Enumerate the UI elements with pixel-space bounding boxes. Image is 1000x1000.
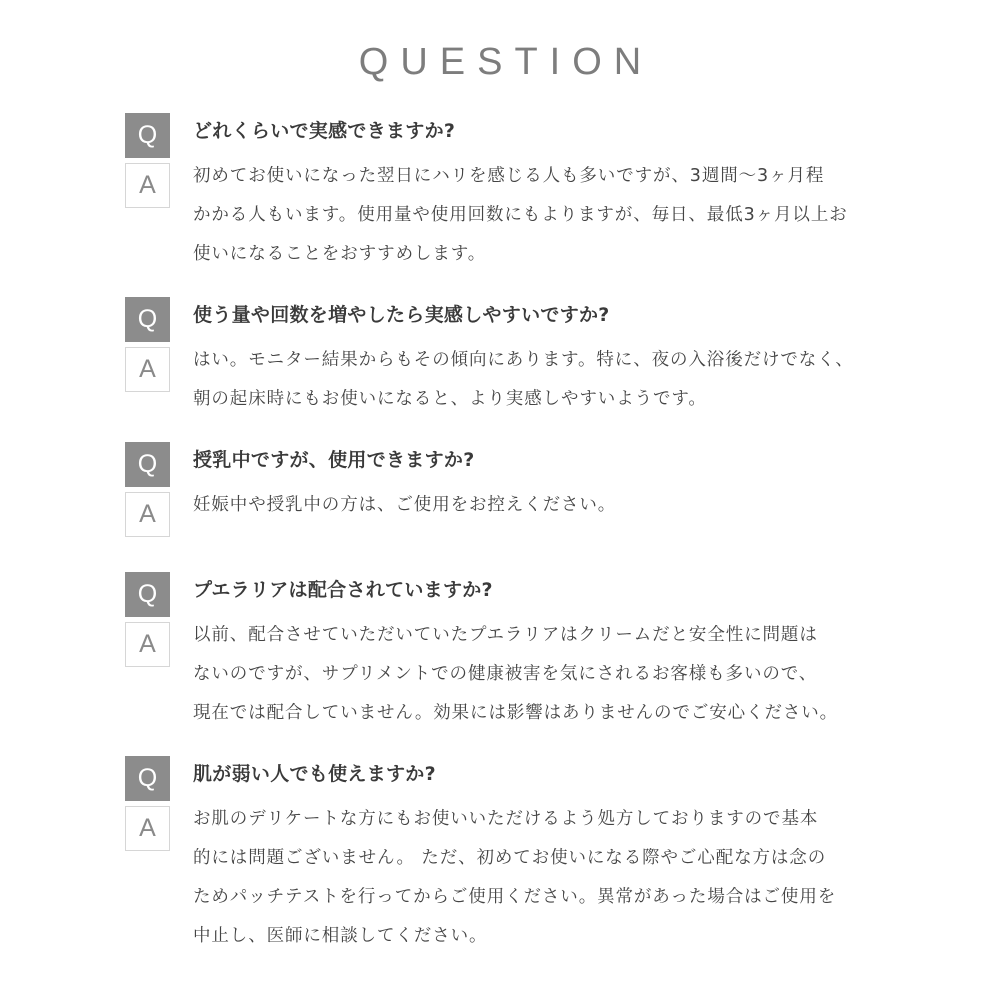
question-badge: Q — [125, 756, 170, 801]
question-text: 使う量や回数を増やしたら実感しやすいですか? — [193, 304, 610, 326]
faq-item — [125, 113, 885, 273]
answer-badge: A — [125, 492, 170, 537]
question-text: 肌が弱い人でも使えますか? — [193, 763, 436, 785]
answer-line: 使いになることをおすすめします。 — [193, 244, 487, 264]
answer-line: ためパッチテストを行ってからご使用ください。異常があった場合はご使用を — [193, 887, 837, 907]
question-badge: Q — [125, 297, 170, 342]
answer-badge: A — [125, 622, 170, 667]
faq-item — [125, 756, 885, 956]
question-text: プエラリアは配合されていますか? — [193, 579, 493, 601]
question-badge: Q — [125, 442, 170, 487]
answer-line: かかる人もいます。使用量や使用回数にもよりますが、毎日、最低3ヶ月以上お — [193, 205, 848, 225]
answer-text — [193, 157, 893, 274]
question-text: 授乳中ですが、使用できますか? — [193, 449, 475, 471]
question-badge: Q — [125, 572, 170, 617]
answer-line: はい。モニター結果からもその傾向にあります。特に、夜の入浴後だけでなく、 — [193, 350, 854, 370]
answer-text — [193, 616, 893, 733]
question-badge: Q — [125, 113, 170, 158]
faq-item — [125, 442, 885, 542]
answer-line: 現在では配合していません。効果には影響はありませんのでご安心ください。 — [193, 703, 839, 723]
answer-line: 中止し、医師に相談してください。 — [193, 926, 488, 946]
answer-badge: A — [125, 347, 170, 392]
answer-line: 以前、配合させていただいていたプエラリアはクリームだと安全性に問題は — [193, 625, 818, 645]
answer-text — [193, 486, 893, 525]
answer-line: 初めてお使いになった翌日にハリを感じる人も多いですが、3週間〜3ヶ月程 — [193, 166, 825, 186]
answer-badge: A — [125, 806, 170, 851]
page-title: QUESTION — [358, 41, 654, 83]
answer-line: 朝の起床時にもお使いになると、より実感しやすいようです。 — [193, 389, 707, 409]
answer-text — [193, 341, 893, 419]
faq-item — [125, 297, 885, 417]
answer-line: ないのですが、サプリメントでの健康被害を気にされるお客様も多いので、 — [193, 664, 818, 684]
faq-item — [125, 572, 885, 732]
answer-line: 妊娠中や授乳中の方は、ご使用をお控えください。 — [193, 495, 617, 515]
answer-line: お肌のデリケートな方にもお使いいただけるよう処方しておりますので基本 — [193, 809, 819, 829]
answer-text — [193, 800, 893, 956]
answer-line: 的には問題ございません。 ただ、初めてお使いになる際やご心配な方は念の — [193, 848, 827, 868]
answer-badge: A — [125, 163, 170, 208]
question-text: どれくらいで実感できますか? — [193, 120, 456, 142]
